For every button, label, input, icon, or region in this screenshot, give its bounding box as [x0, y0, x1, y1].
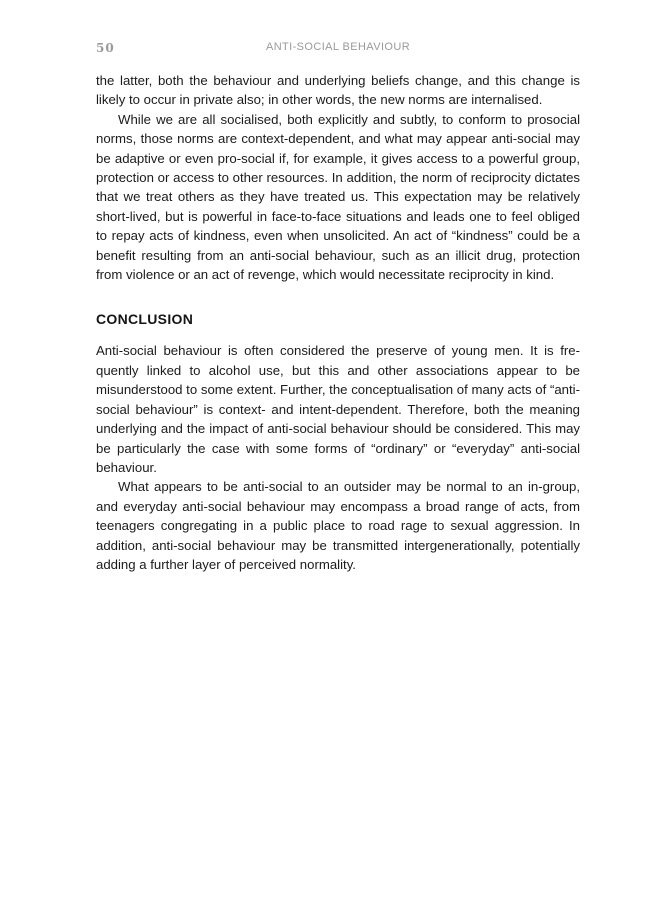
page-number: 50: [96, 41, 115, 55]
section-heading-conclusion: CONCLUSION: [96, 311, 194, 328]
body-text: [96, 71, 580, 574]
paragraph-conclusion-1: Anti-social behaviour is often considered the preserve of young men. It is frequently linked to alcohol use, but this and other associations appear to be misunderstood to some extent. Further, the conceptualisation of many acts of “anti-social behaviour” is context- and intent-dependent. Therefore, both the meaning underlying and the impact of anti-social behaviour should be considered. This may be particularly the case with some forms of “ordinary” or “everyday” anti-social behaviour.: [96, 343, 580, 475]
paragraph-socialisation: While we are all socialised, both explicitly and subtly, to conform to prosocial norms, those norms are context-dependent, and what may appear anti-social may be adaptive or even pro-social if, for example, it gives access to a powerful group, protection or access to other resources. In addition, the norm of reciprocity dictates that we treat others as they have treated us. This expectation may be relatively short-lived, but is powerful in face-to-face situations and leads one to feel obliged to repay acts of kindness, even when unsolicited. An act of “kindness” could be a benefit resulting from an anti-social behaviour, such as an illicit drug, protection from violence or an act of revenge, which would necessitate reciprocity in kind.: [96, 111, 580, 283]
paragraph-continuation: the latter, both the behaviour and underlying beliefs change, and this change is likely to occur in private also; in other words, the new norms are internalised.: [96, 73, 580, 108]
running-head: [96, 41, 580, 57]
running-title: ANTI-SOCIAL BEHAVIOUR: [265, 41, 411, 53]
paragraph-conclusion-2: What appears to be anti-social to an outsider may be normal to an in-group, and everyday anti-social behaviour may encompass a broad range of acts, from teenagers congregating in a public place to road rage to sexual aggression. In addition, anti-social behaviour may be transmitted intergenerationally, potentially adding a further layer of perceived normality.: [96, 479, 580, 572]
